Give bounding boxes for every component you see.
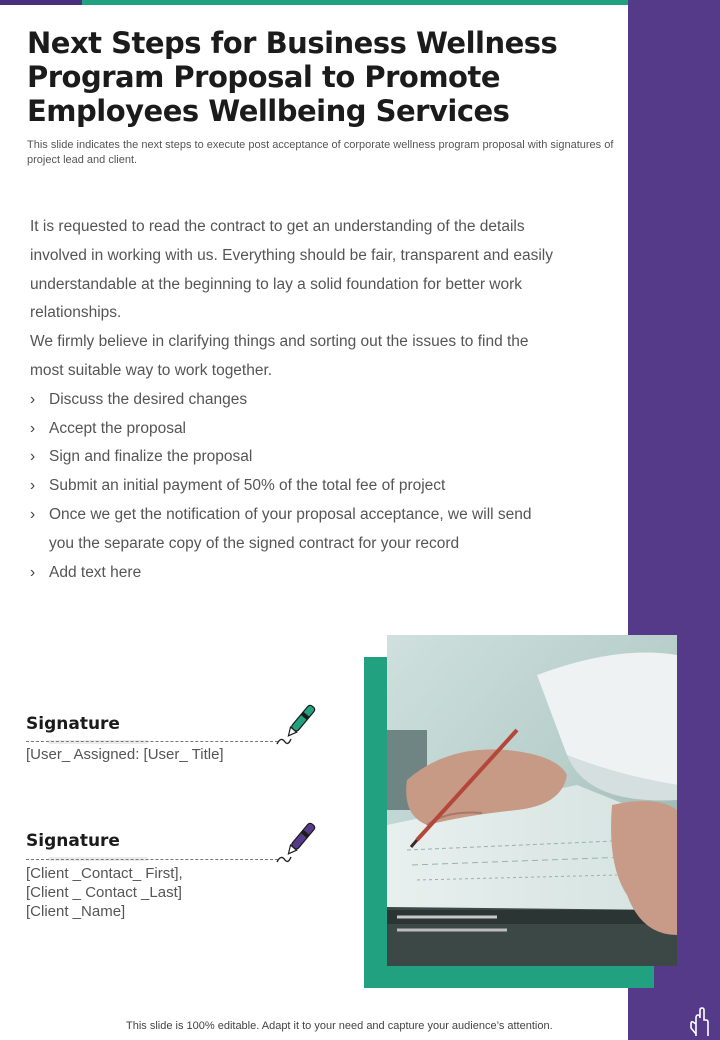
list-item — [30, 415, 555, 444]
list-item — [30, 386, 555, 415]
top-accent-bar-green — [82, 0, 628, 5]
list-item — [30, 472, 555, 501]
next-steps-list — [30, 386, 555, 588]
list-item — [30, 559, 555, 588]
signature-client-first: [Client _Contact_ First], — [26, 865, 183, 882]
step-text: Add text here — [49, 563, 142, 581]
step-text: Once we get the notification of your proposal acceptance, we will send you the separate copy of the signed contract for your record — [49, 505, 532, 552]
chevron-right-icon: › — [30, 448, 36, 466]
chevron-right-icon: › — [30, 419, 36, 437]
footer-note: This slide is 100% editable. Adapt it to your need and capture your audience’s attention. — [126, 1020, 553, 1032]
chevron-right-icon: › — [30, 477, 36, 495]
signature-user-assigned: [User_ Assigned: [User_ Title] — [26, 746, 224, 763]
step-text: Discuss the desired changes — [49, 390, 248, 408]
step-text: Sign and finalize the proposal — [49, 448, 253, 466]
business-meeting-photo — [387, 635, 677, 966]
page-title: Next Steps for Business Wellness Program Proposal to Promote Employees Wellbeing Services — [27, 26, 558, 128]
pen-icon — [274, 818, 318, 866]
signature-client-last: [Client _ Contact _Last] — [26, 884, 182, 901]
top-accent-bar-dark — [0, 0, 82, 5]
chevron-right-icon: › — [30, 563, 36, 581]
intro-paragraph: It is requested to read the contract to get an understanding of the details involved in working with us. Everything should be fair, transparent and easily understandable at the beginning to lay a solid foundation for better work relationships. — [30, 218, 553, 322]
step-text: Accept the proposal — [49, 419, 187, 437]
step-text: Submit an initial payment of 50% of the total fee of project — [49, 477, 446, 495]
signature-label: Signature — [26, 831, 120, 851]
signature-line[interactable] — [26, 741, 278, 742]
body-content — [30, 213, 555, 587]
signature-line[interactable] — [26, 859, 278, 860]
list-item — [30, 443, 555, 472]
list-item — [30, 501, 555, 559]
pen-icon — [274, 700, 318, 748]
chevron-right-icon: › — [30, 505, 36, 523]
photo-illustration — [387, 635, 677, 966]
belief-paragraph: We firmly believe in clarifying things and sorting out the issues to find the most suitable way to work together. — [30, 333, 529, 379]
signature-label: Signature — [26, 714, 120, 734]
signature-client-name: [Client _Name] — [26, 903, 126, 920]
page-subtitle: This slide indicates the next steps to execute post acceptance of corporate wellness program proposal with signatures of project lead and client. — [27, 139, 614, 166]
hand-pointer-icon — [687, 1006, 713, 1038]
chevron-right-icon: › — [30, 390, 36, 408]
